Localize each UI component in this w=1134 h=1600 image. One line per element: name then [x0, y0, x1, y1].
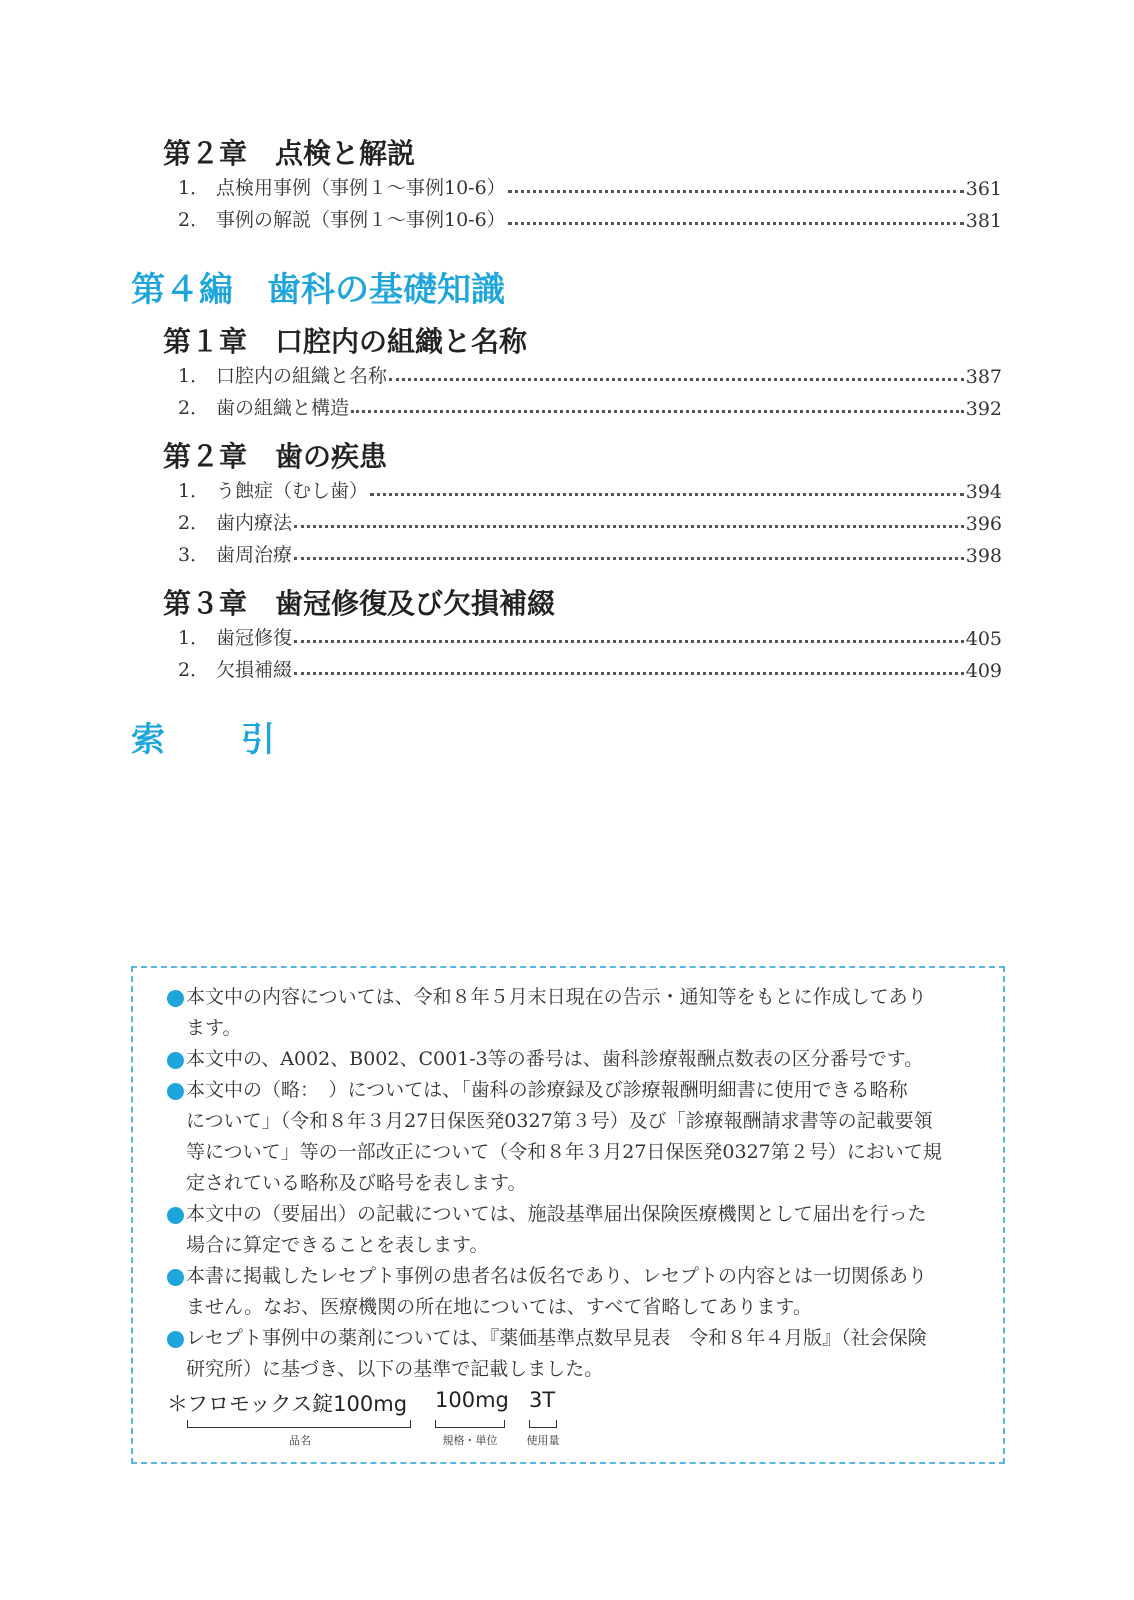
- entry-number: 1．: [178, 480, 210, 502]
- note-line: 本書に掲載したレセプト事例の患者名は仮名であり、レセプトの内容とは一切関係あり: [186, 1265, 928, 1287]
- bullet-icon: [167, 1331, 184, 1348]
- dot-leader: [294, 525, 964, 528]
- quantity-caption: 使用量: [526, 1434, 560, 1447]
- entry-page: 396: [965, 513, 1002, 535]
- dot-leader: [294, 672, 964, 675]
- bullet-icon: [167, 990, 184, 1007]
- dot-leader: [294, 640, 964, 643]
- toc-entry[interactable]: [178, 539, 1002, 567]
- drug-name: フロモックス錠100mg: [187, 1392, 408, 1416]
- name-bracket: [187, 1420, 411, 1428]
- index-title-char: 引: [241, 720, 275, 760]
- drug-quantity: 3T: [529, 1388, 556, 1412]
- toc-entry[interactable]: [178, 475, 1002, 503]
- note-item: [167, 1261, 973, 1323]
- entry-text: 事例の解説（事例１～事例10-6）: [216, 209, 506, 231]
- toc-entry[interactable]: [178, 622, 1002, 650]
- dot-leader: [294, 557, 964, 560]
- part-title: 第４編 歯科の基礎知識: [131, 270, 505, 310]
- chapter-title: 第１章 口腔内の組織と名称: [163, 325, 528, 358]
- toc-entry[interactable]: [178, 360, 1002, 388]
- note-line: 研究所）に基づき、以下の基準で記載しました。: [186, 1358, 604, 1380]
- drug-spec: 100mg: [435, 1388, 509, 1412]
- entry-text: 歯冠修復: [216, 627, 293, 649]
- note-item: [167, 1044, 973, 1075]
- note-line: 本文中の、A002、B002、C001-3等の番号は、歯科診療報酬点数表の区分番号です。: [186, 1048, 924, 1070]
- index-title[interactable]: [131, 712, 275, 761]
- asterisk-mark: ＊: [167, 1392, 188, 1416]
- toc-entry[interactable]: [178, 507, 1002, 535]
- dot-leader: [351, 410, 964, 413]
- bullet-icon: [167, 1052, 184, 1069]
- note-line: 本文中の（要届出）の記載については、施設基準届出保険医療機関として届出を行った: [186, 1203, 927, 1225]
- chapter-title: 第３章 歯冠修復及び欠損補綴: [163, 587, 556, 620]
- notes-box: [131, 966, 1005, 1464]
- entry-number: 1．: [178, 627, 210, 649]
- entry-text: 点検用事例（事例１～事例10-6）: [216, 177, 506, 199]
- entry-number: 3．: [178, 544, 210, 566]
- spec-caption: 規格・単位: [442, 1434, 498, 1447]
- note-line: 場合に算定できることを表します。: [186, 1234, 489, 1256]
- note-line: について」（令和８年３月27日保医発0327第３号）及び「診療報酬請求書等の記載要領: [186, 1110, 933, 1132]
- chapter-title: 第２章 点検と解説: [163, 137, 416, 170]
- quantity-bracket: [529, 1420, 557, 1428]
- spec-bracket: [435, 1420, 505, 1428]
- entry-page: 409: [965, 660, 1002, 682]
- note-line: 本文中の（略： ）については、「歯科の診療録及び診療報酬明細書に使用できる略称: [186, 1079, 908, 1101]
- entry-text: 歯の組織と構造: [216, 397, 350, 419]
- entry-number: 2．: [178, 397, 210, 419]
- note-line: 本文中の内容については、令和８年５月末日現在の告示・通知等をもとに作成してあり: [186, 986, 927, 1008]
- dot-leader: [370, 493, 964, 496]
- entry-page: 381: [965, 210, 1002, 232]
- note-line: ません。なお、医療機関の所在地については、すべて省略してあります。: [186, 1296, 812, 1318]
- entry-text: う蝕症（むし歯）: [216, 480, 369, 502]
- toc-entry[interactable]: [178, 392, 1002, 420]
- entry-text: 歯内療法: [216, 512, 293, 534]
- chapter-title: 第２章 歯の疾患: [163, 440, 388, 473]
- note-line: 等について」等の一部改正について（令和８年３月27日保医発0327第２号）において規: [186, 1141, 942, 1163]
- entry-page: 405: [965, 628, 1002, 650]
- entry-text: 口腔内の組織と名称: [216, 365, 388, 387]
- entry-number: 2．: [178, 659, 210, 681]
- dot-leader: [508, 222, 964, 225]
- name-caption: 品名: [289, 1434, 311, 1447]
- dot-leader: [389, 378, 964, 381]
- entry-page: 394: [965, 481, 1002, 503]
- index-title-char: 索: [131, 720, 165, 760]
- note-line: 定されている略称及び略号を表します。: [186, 1172, 527, 1194]
- entry-text: 歯周治療: [216, 544, 293, 566]
- bullet-icon: [167, 1083, 184, 1100]
- toc-entry[interactable]: [178, 172, 1002, 200]
- toc-entry[interactable]: [178, 654, 1002, 682]
- entry-page: 392: [965, 398, 1002, 420]
- entry-page: 361: [965, 178, 1002, 200]
- note-item: [167, 1199, 973, 1261]
- toc-entry[interactable]: [178, 204, 1002, 232]
- entry-page: 398: [965, 545, 1002, 567]
- entry-text: 欠損補綴: [216, 659, 293, 681]
- note-item: [167, 1323, 973, 1385]
- note-item: [167, 982, 973, 1044]
- note-line: レセプト事例中の薬剤については、『薬価基準点数早見表 令和８年４月版』（社会保険: [186, 1327, 927, 1349]
- bullet-icon: [167, 1207, 184, 1224]
- entry-number: 1．: [178, 365, 210, 387]
- entry-number: 1．: [178, 177, 210, 199]
- dot-leader: [508, 190, 964, 193]
- bullet-icon: [167, 1269, 184, 1286]
- entry-page: 387: [965, 366, 1002, 388]
- entry-number: 2．: [178, 209, 210, 231]
- drug-notation-example: [167, 1388, 973, 1448]
- note-line: ます。: [186, 1017, 242, 1039]
- entry-number: 2．: [178, 512, 210, 534]
- note-item: [167, 1075, 973, 1199]
